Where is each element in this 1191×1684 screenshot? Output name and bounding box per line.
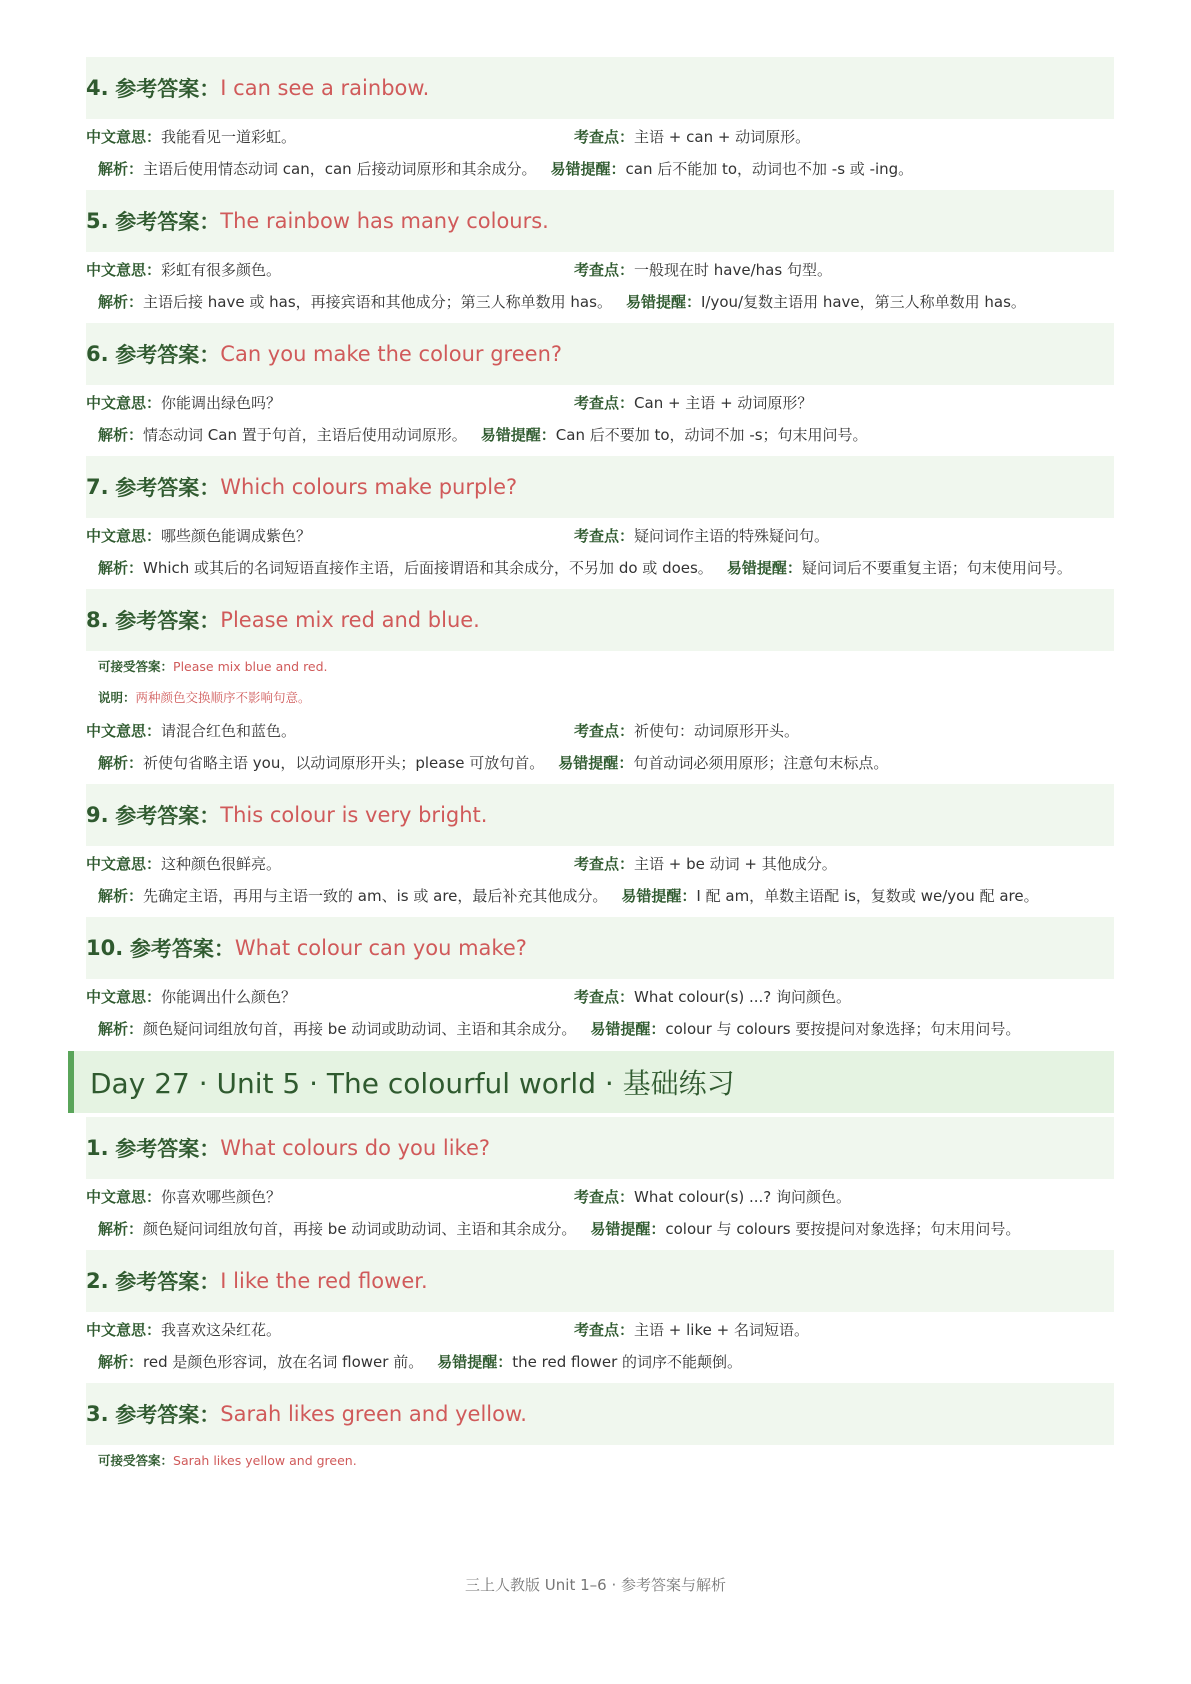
analysis: [86, 419, 1114, 451]
answer-label: 参考答案: [115, 210, 200, 234]
meaning-text: 我能看见一道彩虹。: [161, 128, 297, 146]
question-header: [86, 917, 1114, 979]
answer-text: What colours do you like?: [220, 1136, 491, 1160]
meta-row: [86, 119, 1114, 153]
colon: ：: [618, 754, 634, 772]
colon: ：: [146, 128, 162, 146]
point-label: 考查点: [574, 855, 620, 873]
test-point: [574, 1314, 809, 1346]
colon: ：: [619, 988, 635, 1006]
colon: ：: [123, 690, 136, 705]
answer-label: 参考答案: [115, 77, 200, 101]
meaning-label: 中文意思: [86, 855, 147, 873]
colon: ：: [619, 1321, 635, 1339]
analysis-text: 情态动词 Can 置于句首，主语后使用动词原形。: [143, 426, 467, 444]
analysis-label: 解析: [98, 1020, 129, 1038]
point-label: 考查点: [574, 394, 620, 412]
colon: ：: [199, 1137, 221, 1161]
question-header: [86, 1383, 1114, 1445]
spacer: [109, 1402, 116, 1426]
question-header: [86, 190, 1114, 252]
colon: ：: [128, 426, 144, 444]
question-header: [86, 1250, 1114, 1312]
question-item: [86, 57, 1114, 185]
colon: ：: [128, 887, 144, 905]
colon: ：: [146, 722, 162, 740]
colon: ：: [619, 722, 635, 740]
document-body: [86, 57, 1114, 1481]
colon: ：: [146, 988, 162, 1006]
analysis-text: 祈使句省略主语 you，以动词原形开头；please 可放句首。: [143, 754, 545, 772]
point-label: 考查点: [574, 988, 620, 1006]
question-item: [86, 323, 1114, 451]
meaning-label: 中文意思: [86, 1188, 147, 1206]
question-number: 7.: [86, 475, 109, 499]
meta-row: [86, 1179, 1114, 1213]
analysis-label: 解析: [98, 160, 129, 178]
analysis: [86, 1013, 1114, 1045]
answer-text: Sarah likes green and yellow.: [220, 1402, 527, 1426]
meaning: [86, 848, 574, 880]
reminder-text: colour 与 colours 要按提问对象选择；句末用问号。: [665, 1020, 1021, 1038]
acceptable-text: Please mix blue and red.: [173, 659, 328, 674]
analysis-label: 解析: [98, 1220, 129, 1238]
meaning-text: 哪些颜色能调成紫色？: [161, 527, 312, 545]
colon: ：: [128, 559, 144, 577]
meaning: [86, 387, 574, 419]
note-text: 两种颜色交换顺序不影响句意。: [135, 690, 311, 705]
colon: ：: [650, 1020, 666, 1038]
colon: ：: [786, 559, 802, 577]
colon: ：: [199, 1403, 221, 1427]
answer-text: I like the red flower.: [220, 1269, 428, 1293]
question-number: 6.: [86, 342, 109, 366]
answer-text: What colour can you make?: [234, 936, 527, 960]
question-item: [86, 589, 1114, 779]
analysis: [86, 1346, 1114, 1378]
colon: ：: [619, 394, 635, 412]
point-label: 考查点: [574, 128, 620, 146]
meta-row: [86, 713, 1114, 747]
colon: ：: [128, 293, 144, 311]
answer-text: Please mix red and blue.: [220, 608, 480, 632]
point-label: 考查点: [574, 261, 620, 279]
question-number: 5.: [86, 209, 109, 233]
answer-text: Which colours make purple?: [220, 475, 518, 499]
question-list-part1: [86, 57, 1114, 1045]
analysis: [86, 153, 1114, 185]
spacer: [109, 475, 116, 499]
test-point: [574, 121, 810, 153]
answer-text: Can you make the colour green?: [220, 342, 563, 366]
reminder-label: 易错提醒: [480, 426, 541, 444]
question-item: [86, 784, 1114, 912]
question-list-part2: [86, 1117, 1114, 1476]
analysis-text: 主语后使用情态动词 can，can 后接动词原形和其余成分。: [143, 160, 537, 178]
reminder-text: the red flower 的词序不能颠倒。: [512, 1353, 743, 1371]
answer-text: This colour is very bright.: [220, 803, 488, 827]
spacer: [109, 342, 116, 366]
answer-label: 参考答案: [115, 804, 200, 828]
reminder-text: Can 后不要加 to，动词不加 -s；句末用问号。: [555, 426, 868, 444]
spacer: [109, 608, 116, 632]
colon: ：: [650, 1220, 666, 1238]
analysis-label: 解析: [98, 426, 129, 444]
test-point: [574, 715, 799, 747]
meaning: [86, 121, 574, 153]
question-item: [86, 190, 1114, 318]
meaning-text: 你能调出绿色吗？: [161, 394, 282, 412]
question-number: 8.: [86, 608, 109, 632]
note-label: 说明: [98, 690, 124, 705]
spacer: [109, 803, 116, 827]
reminder-label: 易错提醒: [558, 754, 619, 772]
test-point: [574, 981, 851, 1013]
meta-row: [86, 846, 1114, 880]
point-text: 主语 + can + 动词原形。: [634, 128, 811, 146]
colon: ：: [685, 293, 701, 311]
colon: ：: [146, 527, 162, 545]
meaning-label: 中文意思: [86, 128, 147, 146]
point-text: 主语 + like + 名词短语。: [634, 1321, 809, 1339]
acceptable-text: Sarah likes yellow and green.: [173, 1453, 357, 1468]
colon: ：: [128, 1220, 144, 1238]
question-header: [86, 784, 1114, 846]
question-item: [86, 917, 1114, 1045]
answer-label: 参考答案: [115, 476, 200, 500]
colon: ：: [146, 394, 162, 412]
colon: ：: [199, 476, 221, 500]
colon: ：: [160, 1453, 174, 1468]
colon: ：: [199, 804, 221, 828]
answer-label: 参考答案: [129, 937, 214, 961]
point-label: 考查点: [574, 722, 620, 740]
question-number: 9.: [86, 803, 109, 827]
question-item: [86, 1117, 1114, 1245]
point-text: 祈使句：动词原形开头。: [634, 722, 800, 740]
spacer: [109, 76, 116, 100]
colon: ：: [146, 855, 162, 873]
colon: ：: [128, 160, 144, 178]
test-point: [574, 848, 837, 880]
reminder-text: colour 与 colours 要按提问对象选择；句末用问号。: [665, 1220, 1021, 1238]
colon: ：: [146, 261, 162, 279]
answer-text: The rainbow has many colours.: [220, 209, 549, 233]
colon: ：: [146, 1321, 162, 1339]
meaning-label: 中文意思: [86, 1321, 147, 1339]
reminder-text: 疑问词后不要重复主语；句末使用问号。: [801, 559, 1072, 577]
reminder-label: 易错提醒: [621, 887, 682, 905]
answer-text: I can see a rainbow.: [220, 76, 430, 100]
meta-row: [86, 385, 1114, 419]
test-point: [574, 1181, 851, 1213]
question-header: [86, 589, 1114, 651]
analysis-label: 解析: [98, 559, 129, 577]
colon: ：: [619, 1188, 635, 1206]
question-header: [86, 456, 1114, 518]
meta-row: [86, 979, 1114, 1013]
colon: ：: [619, 527, 635, 545]
colon: ：: [199, 343, 221, 367]
meaning: [86, 254, 574, 286]
question-number: 1.: [86, 1136, 109, 1160]
meaning: [86, 520, 574, 552]
reminder-text: 句首动词必须用原形；注意句末标点。: [633, 754, 889, 772]
colon: ：: [619, 855, 635, 873]
answer-label: 参考答案: [115, 1403, 200, 1427]
spacer: [109, 209, 116, 233]
meaning: [86, 1181, 574, 1213]
meaning-text: 请混合红色和蓝色。: [161, 722, 297, 740]
test-point: [574, 254, 832, 286]
analysis-text: red 是颜色形容词，放在名词 flower 前。: [143, 1353, 424, 1371]
reminder-label: 易错提醒: [590, 1220, 651, 1238]
point-label: 考查点: [574, 527, 620, 545]
colon: ：: [128, 1353, 144, 1371]
meaning-label: 中文意思: [86, 722, 147, 740]
acceptable-label: 可接受答案: [98, 659, 161, 674]
colon: ：: [540, 426, 556, 444]
acceptable-label: 可接受答案: [98, 1453, 161, 1468]
reminder-label: 易错提醒: [590, 1020, 651, 1038]
meaning-label: 中文意思: [86, 261, 147, 279]
answer-label: 参考答案: [115, 343, 200, 367]
meaning: [86, 1314, 574, 1346]
analysis-text: 主语后接 have 或 has，再接宾语和其他成分；第三人称单数用 has。: [143, 293, 612, 311]
analysis-text: 颜色疑问词组放句首，再接 be 动词或助动词、主语和其余成分。: [143, 1220, 577, 1238]
spacer: [109, 1269, 116, 1293]
test-point: [574, 387, 812, 419]
question-number: 3.: [86, 1402, 109, 1426]
analysis: [86, 747, 1114, 779]
reminder-label: 易错提醒: [550, 160, 611, 178]
colon: ：: [497, 1353, 513, 1371]
analysis-text: Which 或其后的名词短语直接作主语，后面接谓语和其余成分，不另加 do 或 does。: [143, 559, 713, 577]
point-label: 考查点: [574, 1188, 620, 1206]
analysis-label: 解析: [98, 293, 129, 311]
meaning-label: 中文意思: [86, 988, 147, 1006]
question-item: [86, 1250, 1114, 1378]
colon: ：: [146, 1188, 162, 1206]
point-text: 主语 + be 动词 + 其他成分。: [634, 855, 837, 873]
reminder-text: can 后不能加 to，动词也不加 -s 或 -ing。: [625, 160, 914, 178]
colon: ：: [199, 609, 221, 633]
analysis-text: 先确定主语，再用与主语一致的 am、is 或 are，最后补充其他成分。: [143, 887, 608, 905]
colon: ：: [619, 128, 635, 146]
question-header: [86, 57, 1114, 119]
question-header: [86, 323, 1114, 385]
meaning: [86, 715, 574, 747]
question-number: 2.: [86, 1269, 109, 1293]
meaning-text: 这种颜色很鲜亮。: [161, 855, 282, 873]
analysis-text: 颜色疑问词组放句首，再接 be 动词或助动词、主语和其余成分。: [143, 1020, 577, 1038]
meaning-label: 中文意思: [86, 394, 147, 412]
analysis: [86, 286, 1114, 318]
question-item: [86, 456, 1114, 584]
spacer: [109, 1136, 116, 1160]
point-label: 考查点: [574, 1321, 620, 1339]
meta-row: [86, 252, 1114, 286]
reminder-label: 易错提醒: [625, 293, 686, 311]
test-point: [574, 520, 829, 552]
reminder-text: I/you/复数主语用 have，第三人称单数用 has。: [700, 293, 1026, 311]
meaning-text: 我喜欢这朵红花。: [161, 1321, 282, 1339]
question-number: 4.: [86, 76, 109, 100]
reminder-label: 易错提醒: [437, 1353, 498, 1371]
colon: ：: [128, 754, 144, 772]
colon: ：: [199, 210, 221, 234]
analysis: [86, 552, 1114, 584]
analysis-label: 解析: [98, 754, 129, 772]
acceptable-answer: [86, 651, 1114, 682]
page-footer: 三上人教版 Unit 1–6 · 参考答案与解析: [465, 1576, 726, 1594]
question-item: [86, 1383, 1114, 1476]
analysis: [86, 880, 1114, 912]
question-header: [86, 1117, 1114, 1179]
point-text: 一般现在时 have/has 句型。: [634, 261, 832, 279]
colon: ：: [199, 77, 221, 101]
answer-label: 参考答案: [115, 609, 200, 633]
colon: ：: [619, 261, 635, 279]
analysis-label: 解析: [98, 887, 129, 905]
colon: ：: [610, 160, 626, 178]
point-text: What colour(s) ...? 询问颜色。: [634, 1188, 851, 1206]
colon: ：: [128, 1020, 144, 1038]
meaning-label: 中文意思: [86, 527, 147, 545]
reminder-text: I 配 am，单数主语配 is，复数或 we/you 配 are。: [696, 887, 1039, 905]
answer-label: 参考答案: [115, 1270, 200, 1294]
point-text: 疑问词作主语的特殊疑问句。: [634, 527, 830, 545]
meaning-text: 你能调出什么颜色？: [161, 988, 297, 1006]
analysis-label: 解析: [98, 1353, 129, 1371]
point-text: What colour(s) ...? 询问颜色。: [634, 988, 851, 1006]
meta-row: [86, 1312, 1114, 1346]
meaning-text: 彩虹有很多颜色。: [161, 261, 282, 279]
reminder-label: 易错提醒: [726, 559, 787, 577]
colon: ：: [160, 659, 174, 674]
point-text: Can + 主语 + 动词原形？: [634, 394, 813, 412]
acceptable-answer: [86, 1445, 1114, 1476]
meta-row: [86, 518, 1114, 552]
answer-label: 参考答案: [115, 1137, 200, 1161]
analysis: [86, 1213, 1114, 1245]
answer-note: [86, 682, 1114, 713]
colon: ：: [213, 937, 235, 961]
section-title: Day 27 · Unit 5 · The colourful world · 基础练习: [68, 1051, 1114, 1113]
question-number: 10.: [86, 936, 124, 960]
meaning-text: 你喜欢哪些颜色？: [161, 1188, 282, 1206]
meaning: [86, 981, 574, 1013]
colon: ：: [681, 887, 697, 905]
colon: ：: [199, 1270, 221, 1294]
spacer: [123, 936, 130, 960]
